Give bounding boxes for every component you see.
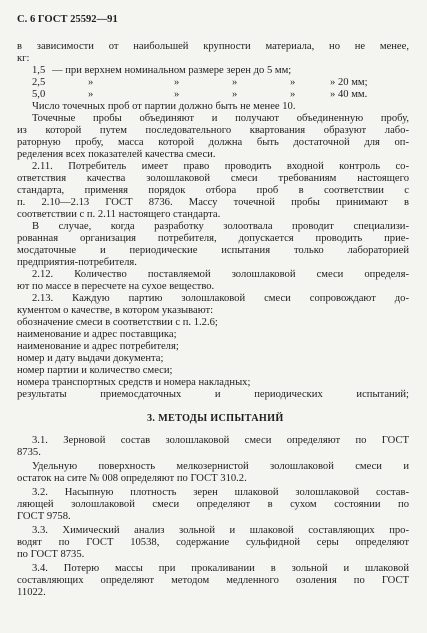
- text-line: 8735.: [17, 447, 41, 458]
- text-line: Число точечных проб от партии должно быть не менее 10.: [32, 101, 296, 112]
- text-line: раторную пробу, масса которой должна быть достаточной для оп-: [17, 137, 409, 148]
- mass-size: 1,5: [32, 65, 46, 76]
- text-line: 3.4. Потерю массы при прокаливании в зольной и шлаковой: [32, 563, 409, 574]
- text-line: 3.2. Насыпную плотность зерен шлаковой золошлаковой состав-: [32, 487, 409, 498]
- list-item: номер и дату выдачи документа;: [17, 353, 164, 364]
- text-line: 2.13. Каждую партию золошлаковой смеси сопровождают до-: [32, 293, 409, 304]
- list-item: результаты приемосдаточных и периодических испытаний;: [17, 389, 409, 400]
- ditto-mark: »: [232, 77, 238, 88]
- ditto-mark: »: [290, 89, 296, 100]
- mass-value: » 40 мм.: [330, 89, 368, 100]
- text-line: кументом о качестве, в котором указывают:: [17, 305, 214, 316]
- list-item: номер партии и количество смеси;: [17, 365, 173, 376]
- list-item: номера транспортных средств и номера накладных;: [17, 377, 251, 388]
- text-line: 2.11. Потребитель имеет право проводить входной контроль со-: [32, 161, 409, 172]
- text-line: из которой путем последовательного квартования образуют лабо-: [17, 125, 409, 136]
- text-line: ют по массе в пересчете на сухое вещество.: [17, 281, 215, 292]
- text-line: остаток на сите № 008 определяют по ГОСТ 310.2.: [17, 473, 247, 484]
- text-line: Удельную поверхность мелкозернистой золошлаковой смеси и: [32, 461, 409, 472]
- list-item: наименование и адрес поставщика;: [17, 329, 177, 340]
- text-line: п. 2.10—2.13 ГОСТ 8736. Массу точечной пробы принимают в: [17, 197, 409, 208]
- text-line: В случае, когда разработку золоотвала проводит специализи-: [32, 221, 409, 232]
- text-line: по ГОСТ 8735.: [17, 549, 85, 560]
- ditto-mark: »: [232, 89, 238, 100]
- text-line: 3.1. Зерновой состав золошлаковой смеси определяют по ГОСТ: [32, 435, 409, 446]
- text-line: рованная организация потребителя, допускается проводить прие-: [17, 233, 409, 244]
- text-line: в зависимости от наибольшей крупности материала, но не менее,: [17, 41, 409, 52]
- ditto-mark: »: [174, 77, 180, 88]
- text-line: соответствии с п. 2.11 настоящего стандарта.: [17, 209, 221, 220]
- text-line: предприятия-потребителя.: [17, 257, 137, 268]
- ditto-mark: »: [174, 89, 180, 100]
- list-item: обозначение смеси в соответствии с п. 1.2.6;: [17, 317, 218, 328]
- ditto-mark: »: [88, 77, 94, 88]
- text-line: водят по ГОСТ 10538, содержание сульфидной серы определяют: [17, 537, 409, 548]
- text-line: ределения всех показателей качества смеси.: [17, 149, 216, 160]
- text-line: 2.12. Количество поставляемой золошлаковой смеси определя-: [32, 269, 409, 280]
- text-line: составляющих определяют методом медленного озоления по ГОСТ: [17, 575, 409, 586]
- text-line: мосдаточные и периодические испытания только лабораторией: [17, 245, 409, 256]
- text-line: 11022.: [17, 587, 46, 598]
- text-line: ответствия качества золошлаковой смеси требованиям настоящего: [17, 173, 409, 184]
- page-header: С. 6 ГОСТ 25592—91: [17, 14, 118, 25]
- text-line: ГОСТ 9758.: [17, 511, 71, 522]
- text-line: стандарта, применяя порядок отбора проб в соответствии с: [17, 185, 409, 196]
- text-line: кг:: [17, 53, 30, 64]
- mass-value: » 20 мм;: [330, 77, 368, 88]
- text-line: ляющей золошлаковой смеси определяют в сухом состоянии по: [17, 499, 409, 510]
- ditto-mark: »: [88, 89, 94, 100]
- mass-text: — при верхнем номинальном размере зерен до 5 мм;: [52, 65, 292, 76]
- text-line: Точечные пробы объединяют и получают объединенную пробу,: [32, 113, 409, 124]
- section-title: 3. МЕТОДЫ ИСПЫТАНИЙ: [147, 413, 284, 424]
- ditto-mark: »: [290, 77, 296, 88]
- list-item: наименование и адрес потребителя;: [17, 341, 179, 352]
- mass-size: 2,5: [32, 77, 46, 88]
- text-line: 3.3. Химический анализ зольной и шлаковой составляющих про-: [32, 525, 409, 536]
- mass-size: 5,0: [32, 89, 46, 100]
